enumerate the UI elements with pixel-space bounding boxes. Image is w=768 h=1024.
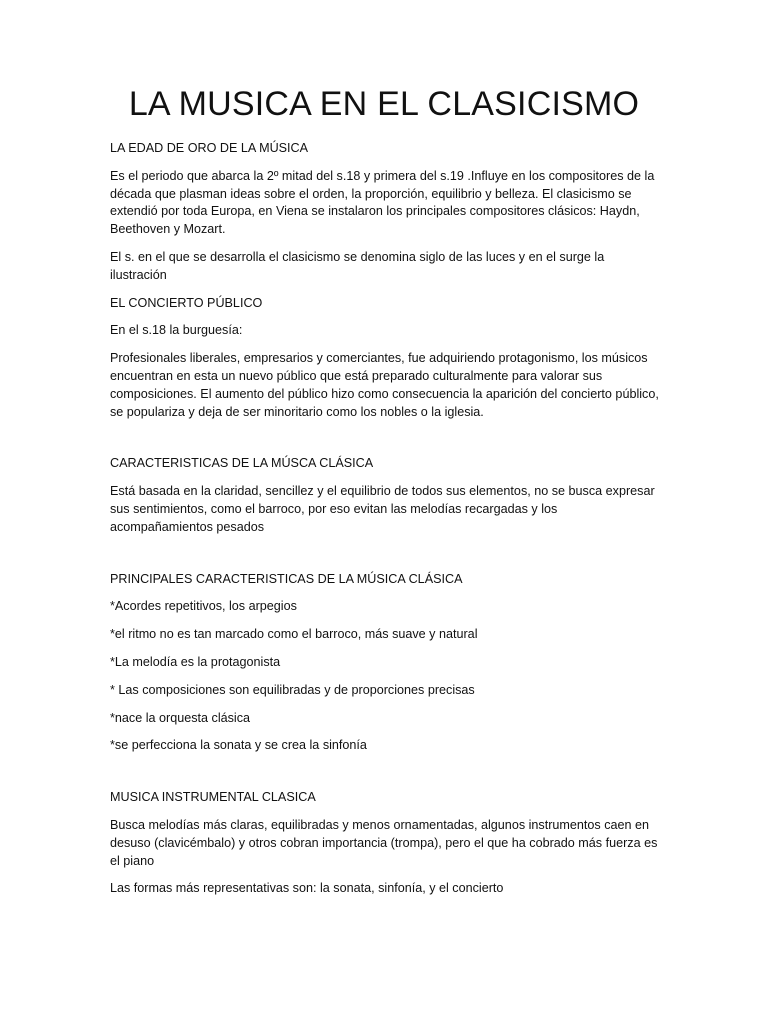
paragraph-concierto-1: En el s.18 la burguesía: [110, 323, 243, 338]
paragraph-concierto-2: Profesionales liberales, empresarios y comerciantes, fue adquiriendo protagonismo, los músicos encuentran en esta un nuevo público que está preparado culturalmente para valorar sus composiciones. El aumento del público hizo como consecuencia la aparición del concierto público, se populariza y deja de ser minoritario como los nobles o la iglesia. [110, 351, 659, 419]
section-heading-principales: PRINCIPALES CARACTERISTICAS DE LA MÚSICA CLÁSICA [110, 571, 463, 586]
list-item: * Las composiciones son equilibradas y de proporciones precisas [110, 682, 475, 697]
page-title: LA MUSICA EN EL CLASICISMO [128, 85, 640, 123]
document-body [110, 140, 662, 908]
section-heading-caracteristicas: CARACTERISTICAS DE LA MÚSCA CLÁSICA [110, 456, 374, 471]
list-item: *Acordes repetitivos, los arpegios [110, 599, 297, 614]
section-heading-instrumental: MUSICA INSTRUMENTAL CLASICA [110, 790, 316, 805]
paragraph-edad-oro-1: Es el periodo que abarca la 2º mitad del s.18 y primera del s.19 .Influye en los compositores de la década que plasman ideas sobre el orden, la proporción, equilibrio y belleza. El clasicismo se extendió por toda Europa, en Viena se instalaron los principales compositores clásicos: Haydn, Beethoven y Mozart. [110, 168, 655, 237]
spacer [110, 431, 662, 455]
list-item: *La melodía es la protagonista [110, 654, 281, 669]
list-item: *nace la orquesta clásica [110, 710, 251, 725]
section-heading-concierto: EL CONCIERTO PÚBLICO [110, 295, 263, 310]
spacer [110, 765, 662, 789]
paragraph-edad-oro-2: El s. en el que se desarrolla el clasicismo se denomina siglo de las luces y en el surge la ilustración [110, 249, 605, 282]
paragraph-caracteristicas-1: Está basada en la claridad, sencillez y el equilibrio de todos sus elementos, no se busca expresar sus sentimientos, como el barroco, por eso evitan las melodías recargadas y los acompañamientos pesados [110, 484, 655, 534]
list-item: *se perfecciona la sonata y se crea la sinfonía [110, 738, 367, 753]
list-item: *el ritmo no es tan marcado como el barroco, más suave y natural [110, 627, 478, 642]
section-heading-edad-oro: LA EDAD DE ORO DE LA MÚSICA [110, 141, 309, 155]
paragraph-instrumental-1: Busca melodías más claras, equilibradas y menos ornamentadas, algunos instrumentos caen en desuso (clavicémbalo) y otros cobran importancia (trompa), pero el que ha cobrado más fuerza es el piano [110, 817, 658, 868]
paragraph-instrumental-2: Las formas más representativas son: la sonata, sinfonía, y el concierto [110, 881, 504, 896]
spacer [110, 547, 662, 571]
